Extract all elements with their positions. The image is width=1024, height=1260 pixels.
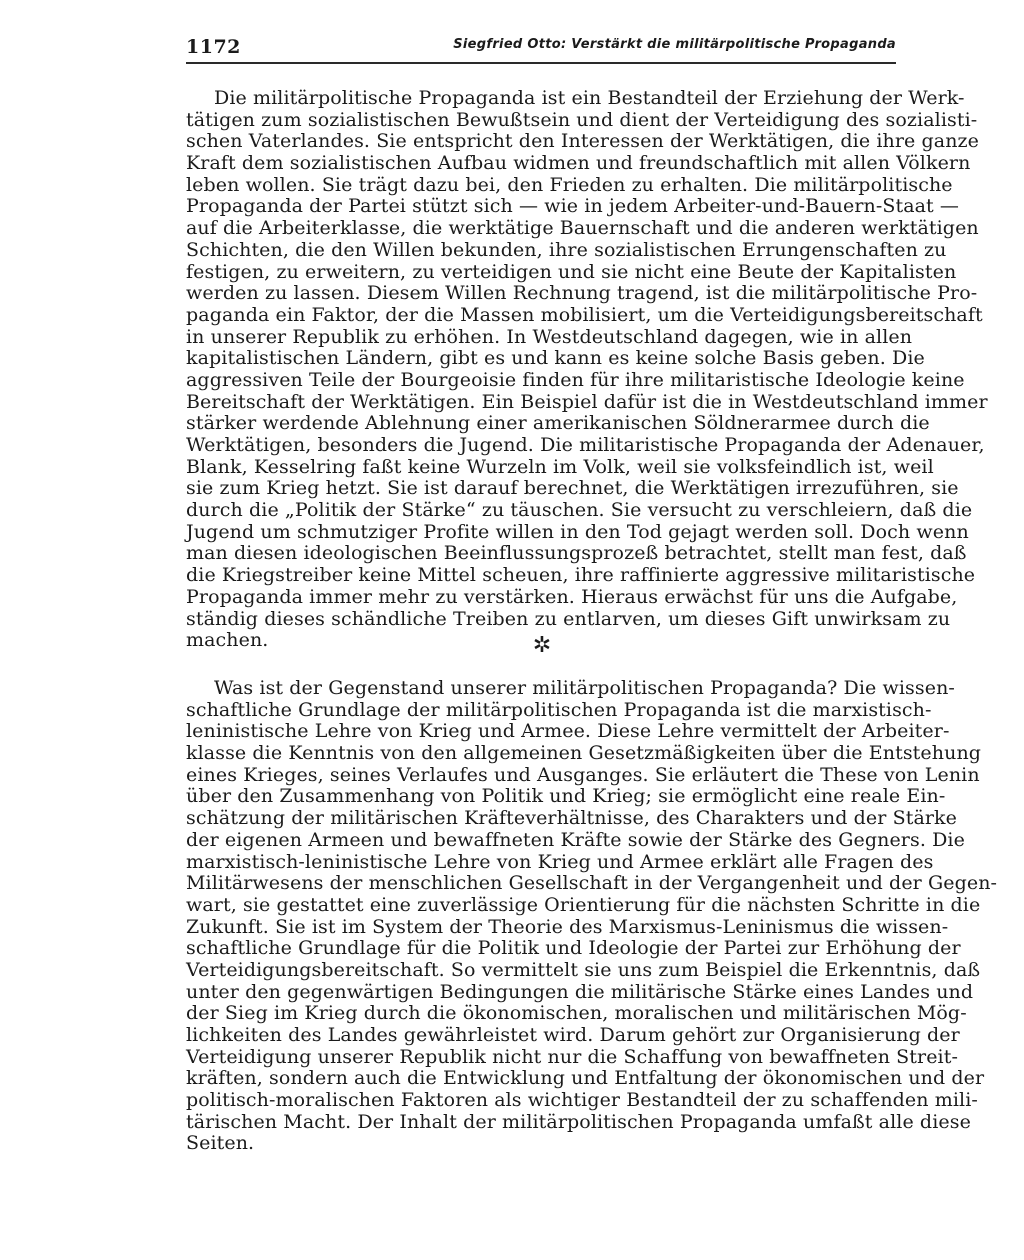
text-line: der eigenen Armeen und bewaffneten Kräfte sowie der Stärke des Gegners. Die: [186, 828, 965, 851]
text-line: werden zu lassen. Diesem Willen Rechnung tragend, ist die militärpolitische Pro-: [186, 282, 978, 305]
text-line: Blank, Kesselring faßt keine Wurzeln im Volk, weil sie volksfeindlich ist, weil: [186, 455, 934, 478]
text-line: Kraft dem sozialistischen Aufbau widmen und freundschaftlich mit allen Völkern: [186, 152, 971, 175]
text-line: sie zum Krieg hetzt. Sie ist darauf berechnet, die Werktätigen irrezuführen, sie: [186, 477, 959, 500]
text-line: die Kriegstreiber keine Mittel scheuen, ihre raffinierte aggressive militaristische: [186, 564, 976, 587]
text-line: Militärwesens der menschlichen Gesellschaft in der Vergangenheit und der Gegen-: [186, 872, 998, 895]
text-line: über den Zusammenhang von Politik und Krieg; sie ermöglicht eine reale Ein-: [186, 785, 946, 808]
text-line: paganda ein Faktor, der die Massen mobilisiert, um die Verteidigungsbereitschaft: [186, 303, 983, 326]
text-line: schaftliche Grundlage für die Politik und Ideologie der Partei zur Erhöhung der: [186, 937, 961, 960]
text-line: Propaganda immer mehr zu verstärken. Hieraus erwächst für uns die Aufgabe,: [186, 585, 958, 608]
text-line: politisch-moralischen Faktoren als wichtiger Bestandteil der zu schaffenden mili-: [186, 1089, 978, 1112]
text-line: unter den gegenwärtigen Bedingungen die militärische Stärke eines Landes und: [186, 980, 974, 1003]
running-title: Siegfried Otto: Verstärkt die militärpolitische Propaganda: [453, 37, 896, 52]
text-line: Verteidigungsbereitschaft. So vermittelt sie uns zum Beispiel die Erkenntnis, daß: [186, 958, 981, 981]
text-line: klasse die Kenntnis von den allgemeinen Gesetzmäßigkeiten über die Entstehung: [186, 742, 982, 765]
text-line: Die militärpolitische Propaganda ist ein Bestandteil der Erziehung der Werk-: [214, 87, 965, 109]
text-line: Schichten, die den Willen bekunden, ihre sozialistischen Errungenschaften zu: [186, 238, 947, 261]
text-line: leninistische Lehre von Krieg und Armee. Diese Lehre vermittelt der Arbeiter-: [186, 720, 950, 743]
text-line: stärker werdende Ablehnung einer amerikanischen Söldnerarmee durch die: [186, 412, 930, 435]
text-line: machen.: [186, 629, 269, 652]
text-line: marxistisch-leninistische Lehre von Krieg und Armee erklärt alle Fragen des: [186, 850, 934, 873]
text-line: in unserer Republik zu erhöhen. In Westdeutschland dagegen, wie in allen: [186, 325, 913, 348]
text-line: aggressiven Teile der Bourgeoisie finden für ihre militaristische Ideologie keine: [186, 368, 965, 391]
section-separator: ✲: [532, 633, 552, 658]
text-line: auf die Arbeiterklasse, die werktätige Bauernschaft und die anderen werktätigen: [186, 217, 979, 240]
text-line: wart, sie gestattet eine zuverlässige Orientierung für die nächsten Schritte in die: [186, 893, 981, 916]
text-line: schätzung der militärischen Kräfteverhältnisse, des Charakters und der Stärke: [186, 807, 958, 830]
text-line: Verteidigung unserer Republik nicht nur die Schaffung von bewaffneten Streit-: [186, 1045, 958, 1068]
text-line: schaftliche Grundlage der militärpolitischen Propaganda ist die marxistisch-: [186, 698, 932, 721]
text-line: ständig dieses schändliche Treiben zu entlarven, um dieses Gift unwirksam zu: [186, 607, 951, 630]
text-line: Werktätigen, besonders die Jugend. Die militaristische Propaganda der Adenauer,: [186, 434, 985, 456]
text-line: eines Krieges, seines Verlaufes und Ausganges. Sie erläutert die These von Lenin: [186, 763, 980, 786]
text-line: Propaganda der Partei stützt sich — wie in jedem Arbeiter-und-Bauern-Staat —: [186, 195, 960, 218]
text-line: tärischen Macht. Der Inhalt der militärpolitischen Propaganda umfaßt alle diese: [186, 1110, 971, 1133]
text-line: der Sieg im Krieg durch die ökonomischen, moralischen und militärischen Mög-: [186, 1002, 967, 1025]
text-line: man diesen ideologischen Beeinflussungsprozeß betrachtet, stellt man fest, daß: [186, 542, 967, 565]
text-line: schen Vaterlandes. Sie entspricht den Interessen der Werktätigen, die ihre ganze: [186, 130, 979, 153]
text-line: Zukunft. Sie ist im System der Theorie des Marxismus-Leninismus die wissen-: [186, 915, 949, 938]
page-number: 1172: [186, 36, 241, 58]
text-line: Was ist der Gegenstand unserer militärpolitischen Propaganda? Die wissen-: [214, 677, 955, 699]
text-line: leben wollen. Sie trägt dazu bei, den Frieden zu erhalten. Die militärpolitische: [186, 173, 953, 196]
text-line: Bereitschaft der Werktätigen. Ein Beispiel dafür ist die in Westdeutschland immer: [186, 390, 988, 413]
paragraph-1: [186, 87, 988, 652]
paragraph-2: [186, 677, 998, 1155]
text-line: kräften, sondern auch die Entwicklung und Entfaltung der ökonomischen und der: [186, 1067, 985, 1090]
text-line: Jugend um schmutziger Profite willen in den Tod gejagt werden soll. Doch wenn: [186, 520, 969, 543]
page-header: [186, 32, 896, 64]
text-line: lichkeiten des Landes gewährleistet wird. Darum gehört zur Organisierung der: [186, 1024, 960, 1046]
text-line: tätigen zum sozialistischen Bewußtsein und dient der Verteidigung des sozialisti-: [186, 108, 978, 131]
text-line: durch die „Politik der Stärke“ zu täuschen. Sie versucht zu verschleiern, daß die: [186, 499, 973, 522]
text-line: kapitalistischen Ländern, gibt es und kann es keine solche Basis geben. Die: [186, 347, 925, 370]
text-line: festigen, zu erweitern, zu verteidigen und sie nicht eine Beute der Kapitalisten: [186, 260, 957, 283]
text-line: Seiten.: [186, 1132, 255, 1155]
